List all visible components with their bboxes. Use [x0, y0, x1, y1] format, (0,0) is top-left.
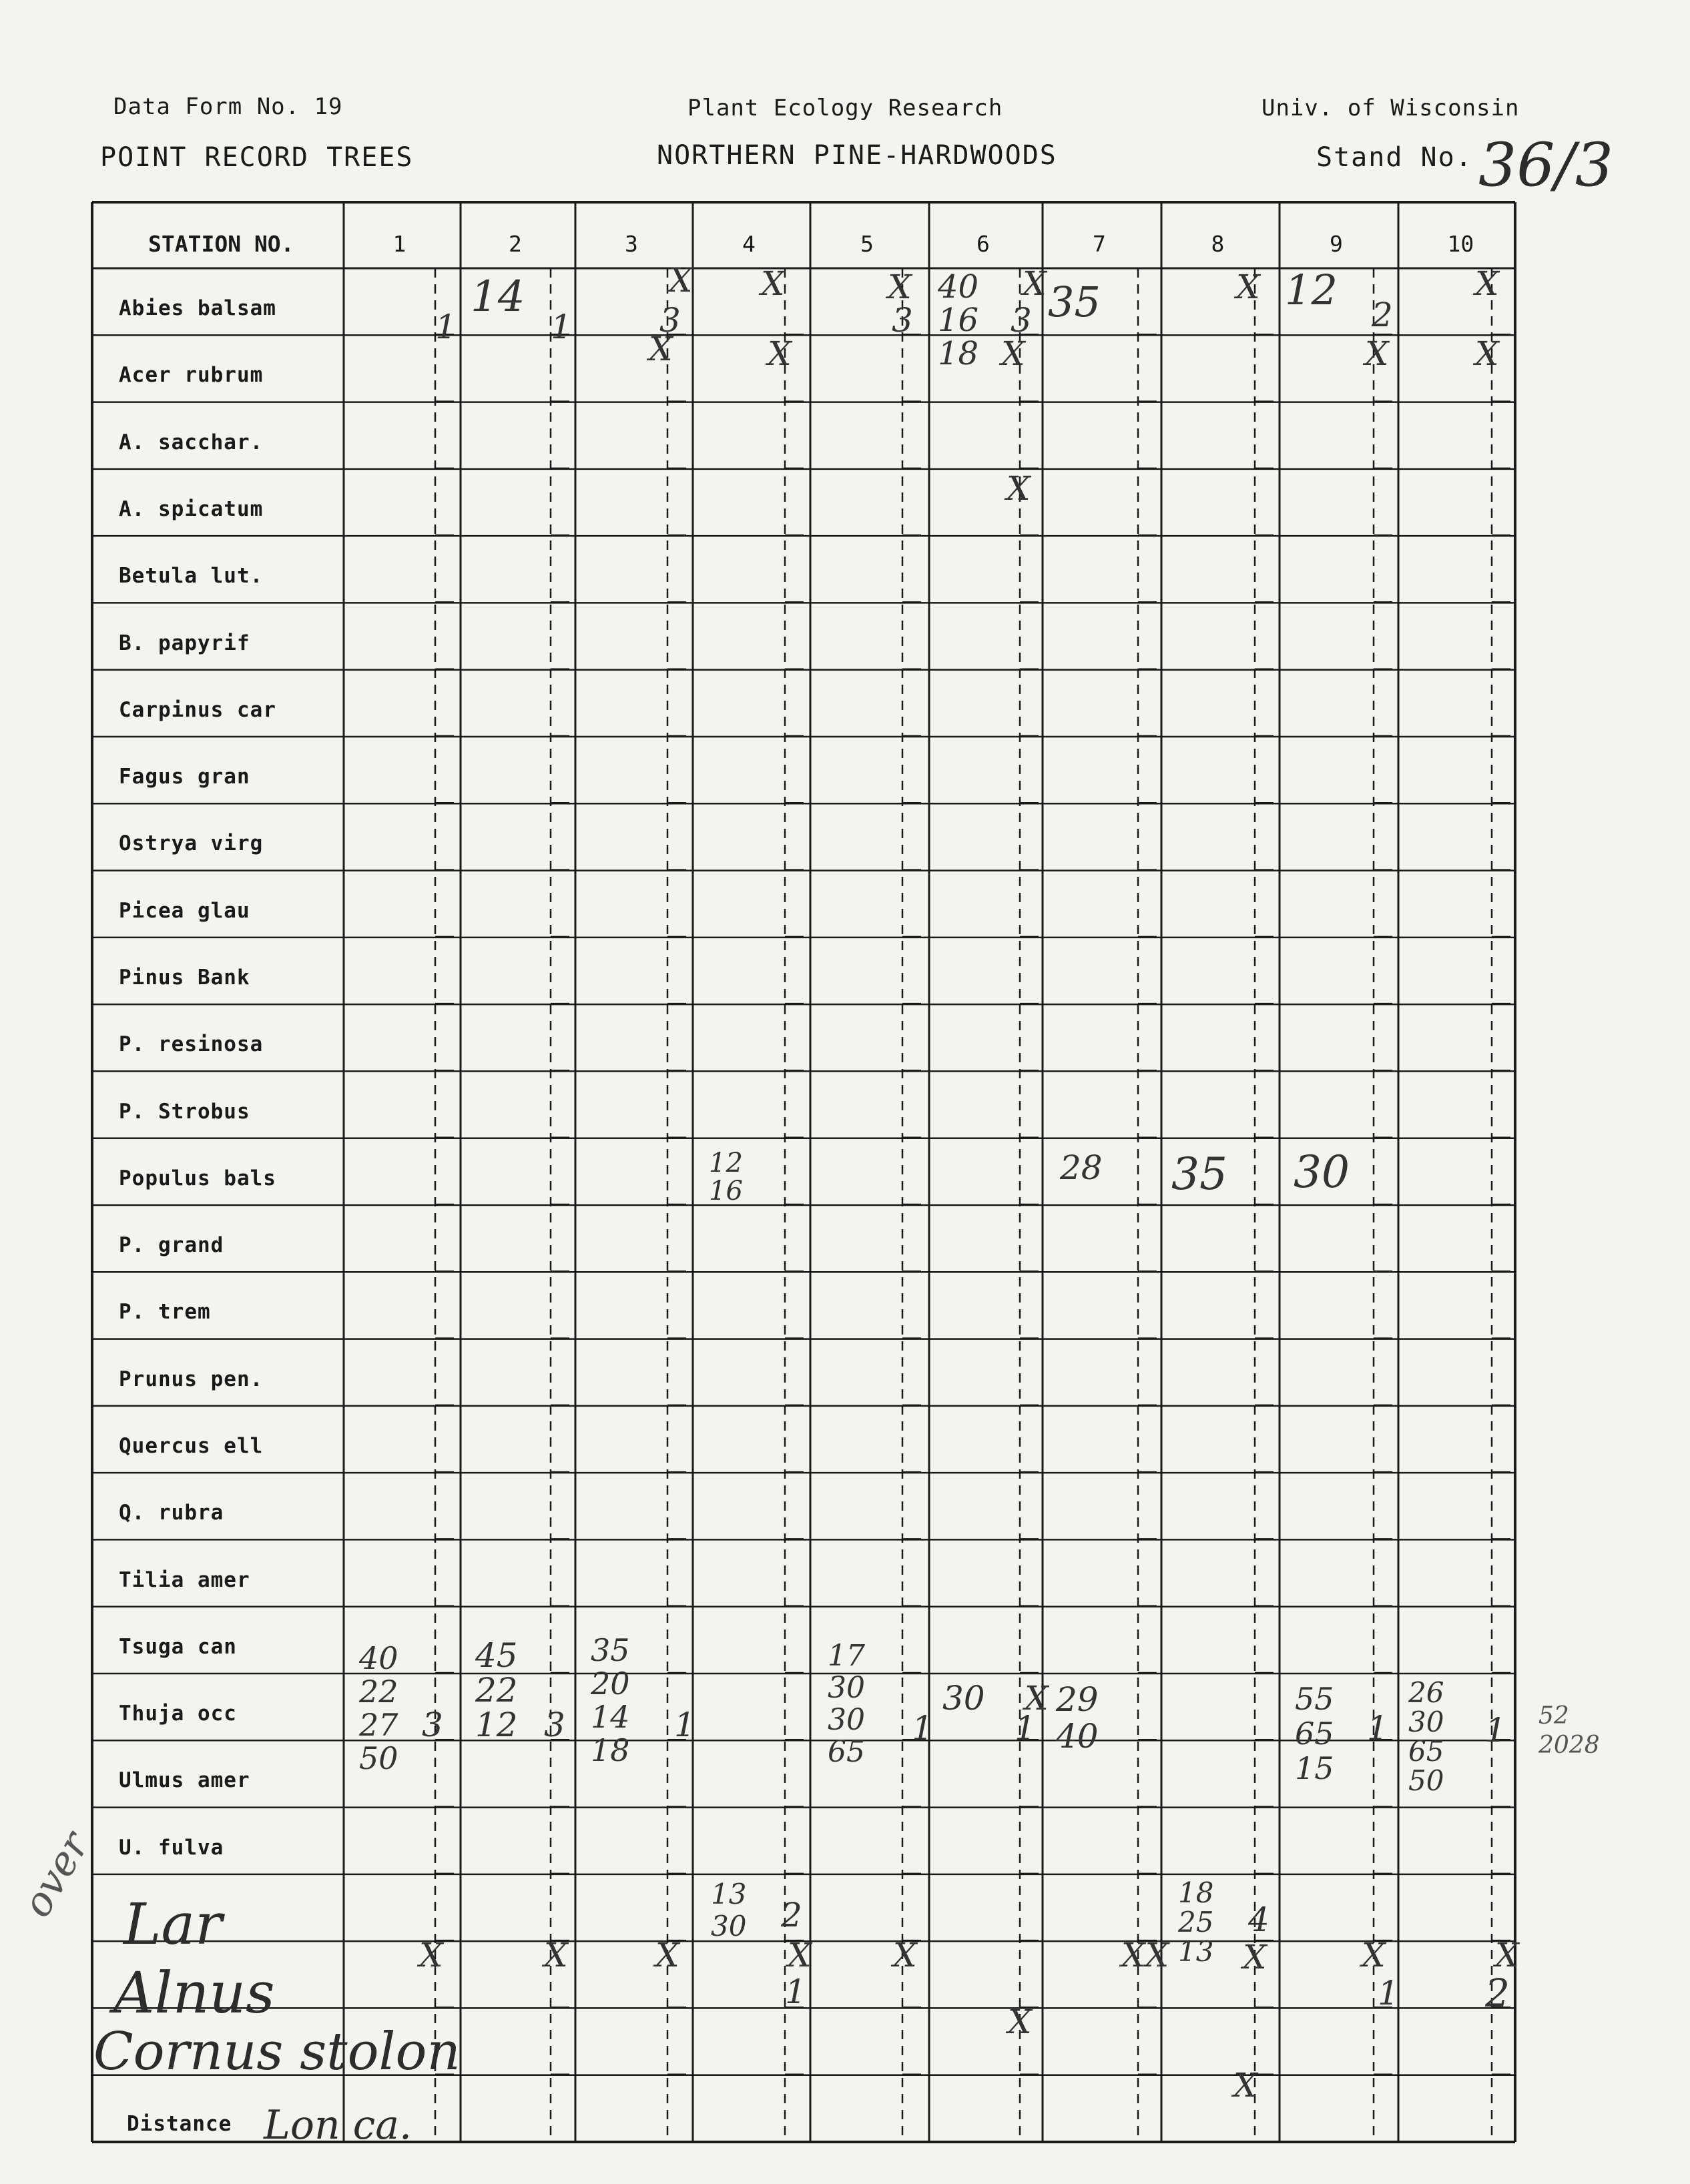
spicatum-s6: X [1007, 469, 1031, 508]
lar-s4: 13 30 [711, 1878, 747, 1942]
species-label: Carpinus car [119, 697, 276, 722]
station-number: 8 [1211, 231, 1225, 257]
alnus-s10b: 2 [1485, 1970, 1510, 2016]
species-label: Ostrya virg [119, 831, 264, 856]
species-label: Q. rubra [119, 1501, 224, 1525]
abies-s4: X [761, 264, 785, 303]
station-number: 3 [625, 231, 638, 257]
acer-s9: X [1365, 334, 1389, 373]
species-label: Fagus gran [119, 765, 250, 789]
thuja-s10a: 26 30 65 50 [1408, 1676, 1444, 1797]
lar-s4b: 2 [781, 1896, 802, 1934]
distance-s8: X [1233, 2066, 1257, 2105]
thuja-s9b: 1 [1367, 1709, 1388, 1748]
station-header: STATION NO. [148, 231, 294, 257]
populus-s8: 35 [1171, 1148, 1227, 1200]
species-label: A. spicatum [119, 496, 264, 521]
species-label: A. sacchar. [119, 430, 264, 454]
thuja-s10b: 1 [1485, 1711, 1506, 1750]
species-label: P. Strobus [119, 1099, 250, 1124]
species-label: Picea glau [119, 898, 250, 923]
margin-note-right: 52 2028 [1538, 1702, 1600, 1759]
species-label: Tilia amer [119, 1567, 250, 1592]
alnus-s10: X [1495, 1936, 1519, 1974]
acer-s10: X [1475, 334, 1499, 373]
distance-label: Distance [127, 2112, 232, 2136]
species-label: U. fulva [119, 1835, 224, 1860]
thuja-s5b: 1 [912, 1709, 933, 1748]
abies-s3a: X [669, 261, 693, 300]
abies-s6c: 3 [1011, 301, 1032, 340]
thuja-s9a: 55 65 15 [1295, 1681, 1334, 1786]
species-label: Ulmus amer [119, 1768, 250, 1793]
thuja-s6c: 1 [1015, 1709, 1036, 1748]
species-label: Acer rubrum [119, 363, 264, 388]
station-number: 4 [742, 231, 756, 257]
station-number: 2 [509, 231, 522, 257]
abies-s6a: 40 16 18 [938, 268, 979, 372]
thuja-s2a: 45 22 12 [475, 1636, 518, 1744]
abies-s5b: 3 [892, 301, 913, 340]
populus-s4: 12 16 [709, 1148, 743, 1206]
abies-s7: 35 [1048, 278, 1101, 326]
acer-s6: X [1001, 334, 1025, 373]
acer-s4: X [768, 334, 792, 373]
abies-s6b: X [1023, 264, 1047, 303]
abies-s3b: 3 [659, 301, 681, 340]
thuja-s1b: 3 [422, 1706, 443, 1744]
station-number: 5 [860, 231, 874, 257]
lar-s8b: 4 [1248, 1900, 1270, 1939]
species-label: Thuja occ [119, 1702, 237, 1726]
stand-number: 36/3 [1478, 130, 1614, 200]
species-label: P. resinosa [119, 1032, 264, 1057]
thuja-s6a: 30 [942, 1679, 985, 1718]
thuja-s7: 29 40 [1056, 1680, 1099, 1756]
lar-s8a: 18 25 13 [1178, 1876, 1214, 1968]
abies-s2b: 1 [551, 308, 572, 346]
handwritten-row-cornus: Cornus stolon [93, 2022, 461, 2082]
research-label: Plant Ecology Research [687, 95, 1003, 121]
acer-s3: X [649, 330, 673, 368]
abies-s1: 1 [435, 308, 457, 346]
alnus-s8b: X [1243, 1938, 1267, 1976]
populus-s7: 28 [1060, 1148, 1103, 1187]
species-label: Tsuga can [119, 1634, 237, 1659]
species-label: Pinus Bank [119, 965, 250, 990]
thuja-s1a: 40 22 27 50 [359, 1640, 398, 1776]
alnus-s2: X [544, 1936, 568, 1974]
species-label: Prunus pen. [119, 1367, 264, 1391]
abies-s5a: X [888, 268, 912, 306]
species-label: Quercus ell [119, 1433, 264, 1458]
abies-s9a: 12 [1285, 266, 1338, 314]
station-number: 1 [392, 231, 406, 257]
species-label: B. papyrif [119, 631, 250, 655]
species-label: Abies balsam [119, 296, 276, 321]
station-number: 6 [976, 231, 990, 257]
alnus-s3: X [655, 1936, 679, 1974]
abies-s8: X [1236, 268, 1260, 306]
stand-label: Stand No. [1316, 142, 1473, 173]
alnus-s9: X [1362, 1936, 1386, 1974]
handwritten-row-alnus: Alnus [113, 1960, 275, 2027]
handwritten-row-lar: Lar [123, 1892, 222, 1958]
station-number: 9 [1330, 231, 1343, 257]
species-label: P. trem [119, 1300, 211, 1325]
alnus-s5: X [893, 1936, 917, 1974]
margin-note-left: over [13, 1824, 99, 1925]
abies-s2a: 14 [471, 272, 525, 322]
cornus-s6: X [1008, 2003, 1032, 2041]
station-number: 10 [1447, 231, 1474, 257]
station-number: 7 [1093, 231, 1106, 257]
species-label: Populus bals [119, 1166, 276, 1190]
alnus-s4b: 1 [785, 1972, 806, 2011]
distance-note: Lon ca. [264, 2102, 412, 2149]
populus-s9: 30 [1294, 1146, 1350, 1198]
abies-s9b: 2 [1372, 296, 1393, 334]
thuja-s3b: 1 [674, 1706, 695, 1744]
alnus-s4: X [788, 1936, 812, 1974]
alnus-s9b: 1 [1378, 1974, 1399, 2013]
species-label: P. grand [119, 1233, 224, 1258]
form-title: POINT RECORD TREES [100, 142, 414, 173]
alnus-s1: X [419, 1936, 443, 1974]
form-number: Data Form No. 19 [113, 93, 343, 120]
university-label: Univ. of Wisconsin [1261, 95, 1520, 121]
thuja-s2b: 3 [544, 1706, 565, 1744]
species-label: Betula lut. [119, 564, 264, 589]
forest-type: NORTHERN PINE-HARDWOODS [657, 140, 1057, 171]
abies-s10: X [1475, 264, 1499, 303]
thuja-s6b: X [1025, 1679, 1049, 1718]
thuja-s3a: 35 20 14 18 [591, 1632, 630, 1768]
alnus-s8: XX [1121, 1936, 1169, 1974]
thuja-s5a: 17 30 30 65 [828, 1639, 865, 1769]
